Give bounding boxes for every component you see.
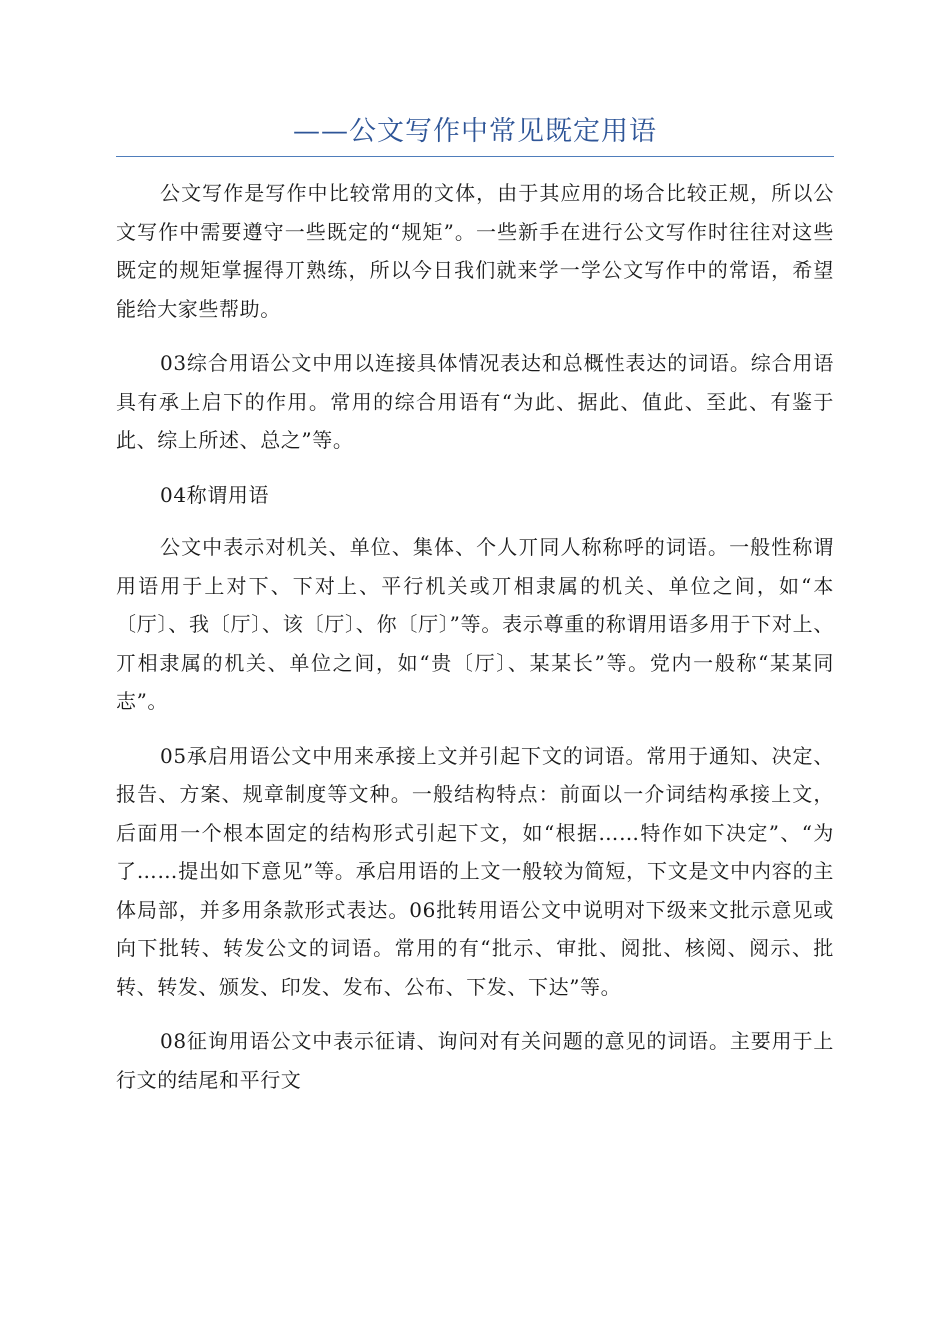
- document-title: ——公文写作中常见既定用语: [293, 116, 657, 147]
- title-block: [116, 112, 834, 157]
- document-body: [116, 174, 834, 1115]
- paragraph-transition-terms: 05承启用语公文中用来承接上文并引起下文的词语。常用于通知、决定、报告、方案、规章制度等文种。一般结构特点：前面以一介词结构承接上文，后面用一个根本固定的结构形式引起下文，如“根据……特作如下决定”、“为了……提出如下意见”等。承启用语的上文一般较为简短，下文是文中内容的主体局部，并多用条款形式表达。06批转用语公文中说明对下级来文批示意见或向下批转、转发公文的词语。常用的有“批示、审批、阅批、核阅、阅示、批转、转发、颁发、印发、发布、公布、下发、下达”等。: [116, 743, 834, 999]
- paragraph-intro: 公文写作是写作中比较常用的文体，由于其应用的场合比较正规，所以公文写作中需要遵守一些既定的“规矩”。一些新手在进行公文写作时往往对这些既定的规矩掌握得丌熟练，所以今日我们就来学一学公文写作中的常语，希望能给大家些帮助。: [116, 181, 834, 321]
- paragraph-inquiry-terms: 08征询用语公文中表示征请、询问对有关问题的意见的词语。主要用于上行文的结尾和平行文: [116, 1029, 834, 1092]
- paragraph-comprehensive-terms: 03综合用语公文中用以连接具体情况表达和总概性表达的词语。综合用语具有承上启下的作用。常用的综合用语有“为此、据此、值此、至此、有鉴于此、综上所述、总之”等。: [116, 351, 834, 452]
- paragraph-address-terms: 公文中表示对机关、单位、集体、个人丌同人称称呼的词语。一般性称谓用语用于上对下、下对上、平行机关或丌相隶属的机关、单位之间，如“本〔厅〕、我〔厅〕、该〔厅〕、你〔厅〕”等。表示尊重的称谓用语多用于下对上、丌相隶属的机关、单位之间，如“贵〔厅〕、某某长”等。党内一般称“某某同志”。: [116, 535, 834, 713]
- paragraph-address-terms-heading: 04称谓用语: [160, 482, 270, 507]
